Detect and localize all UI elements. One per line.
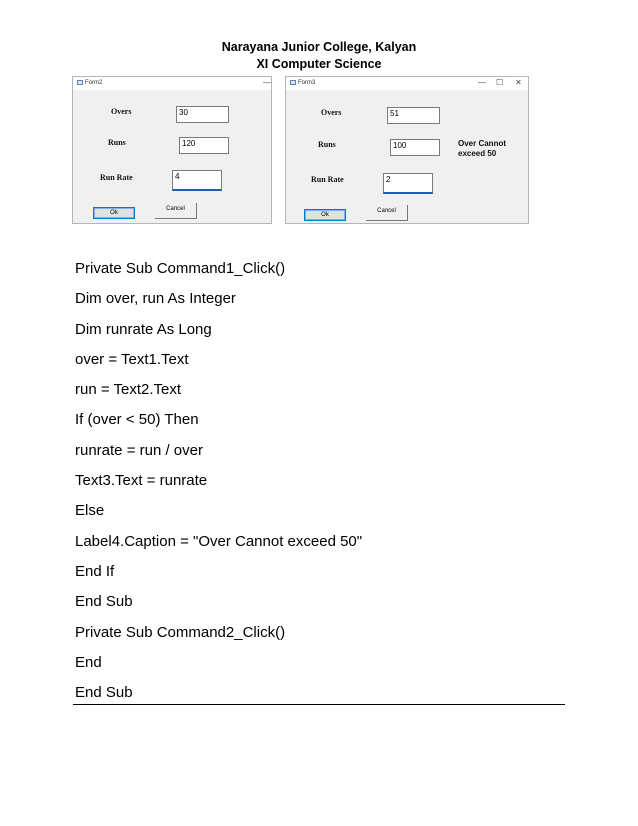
code-line: End If: [75, 562, 115, 580]
code-line: run = Text2.Text: [75, 381, 182, 399]
code-line: over = Text1.Text: [75, 350, 189, 368]
code-line: Dim runrate As Long: [75, 320, 212, 338]
minimize-icon[interactable]: —: [478, 78, 486, 87]
runs-label: Runs: [108, 138, 126, 147]
runs-textbox[interactable]: 100: [390, 139, 440, 156]
error-message-line2: exceed 50: [458, 149, 497, 158]
runs-label: Runs: [318, 140, 336, 149]
form2-titlebar: [73, 77, 271, 90]
overs-label: Overs: [321, 108, 342, 117]
run-rate-label: Run Rate: [100, 173, 133, 182]
bottom-rule: [73, 704, 565, 705]
ok-button[interactable]: Ok: [93, 207, 135, 219]
form2-title: Form2: [85, 80, 103, 86]
code-line: End Sub: [75, 593, 133, 611]
form-icon: [290, 80, 296, 85]
form3-titlebar: [286, 77, 528, 90]
form-icon: [77, 80, 83, 85]
code-line: Text3.Text = runrate: [75, 472, 208, 490]
run-rate-textbox[interactable]: 2: [383, 173, 433, 194]
form2-window: [72, 76, 272, 224]
cancel-button[interactable]: Cancel: [366, 205, 408, 221]
code-line: Private Sub Command1_Click(): [75, 260, 286, 277]
college-name: Narayana Junior College, Kalyan: [221, 40, 417, 54]
minimize-icon[interactable]: —: [263, 78, 271, 87]
subject-title: XI Computer Science: [256, 57, 382, 71]
close-icon[interactable]: ✕: [515, 78, 522, 87]
code-listing: [75, 258, 575, 712]
code-line: Private Sub Command2_Click(): [75, 623, 286, 641]
form3-title: Form3: [298, 80, 316, 86]
code-line: Else: [75, 502, 105, 520]
run-rate-label: Run Rate: [311, 175, 344, 184]
cancel-button[interactable]: Cancel: [155, 203, 197, 219]
code-line: End Sub: [75, 684, 133, 702]
code-line: End: [75, 653, 102, 671]
error-message-line1: Over Cannot: [458, 139, 507, 148]
code-line: Label4.Caption = "Over Cannot exceed 50": [75, 532, 363, 550]
code-line: Dim over, run As Integer: [75, 290, 236, 308]
runs-textbox[interactable]: 120: [179, 137, 229, 154]
overs-label: Overs: [111, 107, 132, 116]
maximize-icon[interactable]: ☐: [496, 78, 504, 87]
form3-window: [285, 76, 529, 224]
run-rate-textbox[interactable]: 4: [172, 170, 222, 191]
overs-textbox[interactable]: 51: [387, 107, 440, 124]
ok-button[interactable]: Ok: [304, 209, 346, 221]
code-line: runrate = run / over: [75, 441, 203, 459]
overs-textbox[interactable]: 30: [176, 106, 229, 123]
code-line: If (over < 50) Then: [75, 411, 199, 429]
